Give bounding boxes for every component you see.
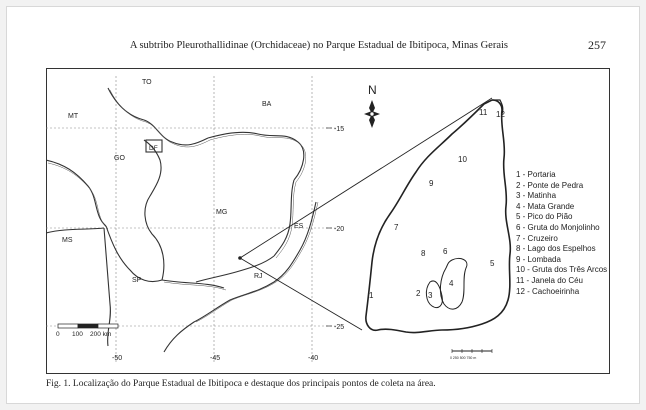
legend-item-3: 3 - Matinha [516, 191, 557, 201]
legend-item-10: 10 - Gruta dos Três Arcos [516, 265, 608, 275]
longitude-label-40: -40 [308, 355, 319, 362]
state-label-ms: MS [62, 237, 73, 244]
page-number: 257 [588, 38, 606, 52]
state-label-es: ES [294, 223, 304, 230]
park-boundary [366, 100, 510, 333]
legend-item-12: 12 - Cachoeirinha [516, 286, 580, 296]
state-label-rj: RJ [254, 273, 263, 280]
figure-caption: Fig. 1. Localização do Parque Estadual de Ibitipoca e destaque dos principais pontos de coleta na área. [46, 379, 436, 389]
ms-border [46, 228, 104, 233]
projection-line-bottom [240, 258, 362, 330]
state-label-mt: MT [68, 113, 79, 120]
go-ba-border [108, 88, 208, 145]
mt-go-border [46, 160, 106, 226]
scale-tick-200: 200 km [90, 331, 112, 338]
mg-north-border [208, 132, 304, 180]
running-title: A subtribo Pleurothallidinae (Orchidaceae) no Parque Estadual de Ibitipoca, Minas Gerais [129, 40, 508, 51]
point-10: 10 [458, 155, 467, 164]
legend-item-1: 1 - Portaria [516, 170, 556, 179]
collection-points-legend [516, 170, 607, 297]
point-12: 12 [496, 110, 505, 119]
latitude-label-15: -15 [334, 126, 345, 133]
north-arrow [364, 83, 380, 128]
point-6: 6 [443, 247, 448, 256]
sp-mg-border [162, 280, 224, 288]
state-label-mg: MG [216, 209, 228, 216]
scale-tick-0: 0 [56, 331, 60, 338]
state-label-ba: BA [262, 101, 272, 108]
legend-item-11: 11 - Janela do Céu [516, 275, 584, 285]
state-outline-inner [48, 90, 318, 322]
legend-item-9: 9 - Lombada [516, 254, 561, 264]
park-scale-bar [450, 349, 492, 360]
point-1: 1 [369, 291, 374, 300]
longitude-label-45: -45 [210, 355, 221, 362]
latitude-label-25: -25 [334, 324, 345, 331]
legend-item-7: 7 - Cruzeiro [516, 233, 558, 243]
park-location-marker [238, 256, 242, 260]
state-label-df: DF [149, 145, 158, 152]
mg-es-border [274, 180, 294, 256]
longitude-label-50: -50 [112, 355, 123, 362]
state-label-to: TO [142, 79, 152, 86]
scale-tick-100: 100 [72, 331, 83, 338]
legend-item-2: 2 - Ponte de Pedra [516, 180, 584, 190]
point-4: 4 [449, 279, 454, 288]
state-label-go: GO [114, 155, 125, 162]
legend-item-6: 6 - Gruta do Monjolinho [516, 222, 600, 232]
state-label-sp: SP [132, 277, 142, 284]
point-5: 5 [490, 259, 495, 268]
point-9: 9 [429, 179, 434, 188]
state-borders [46, 88, 316, 352]
latitude-label-20: -20 [334, 226, 345, 233]
north-arrow-label: N [368, 83, 377, 97]
park-scale-label: 0 250 500 750 m [450, 356, 477, 360]
scale-bar [56, 324, 118, 338]
point-11: 11 [479, 108, 488, 117]
go-mg-south-border [106, 226, 162, 282]
go-mg-west-border [144, 140, 164, 280]
point-7: 7 [394, 223, 399, 232]
point-2: 2 [416, 289, 421, 298]
legend-item-8: 8 - Lago dos Espelhos [516, 244, 596, 254]
legend-item-4: 4 - Mata Grande [516, 201, 575, 211]
legend-item-5: 5 - Pico do Pião [516, 212, 573, 222]
point-8: 8 [421, 249, 426, 258]
point-3: 3 [428, 291, 433, 300]
